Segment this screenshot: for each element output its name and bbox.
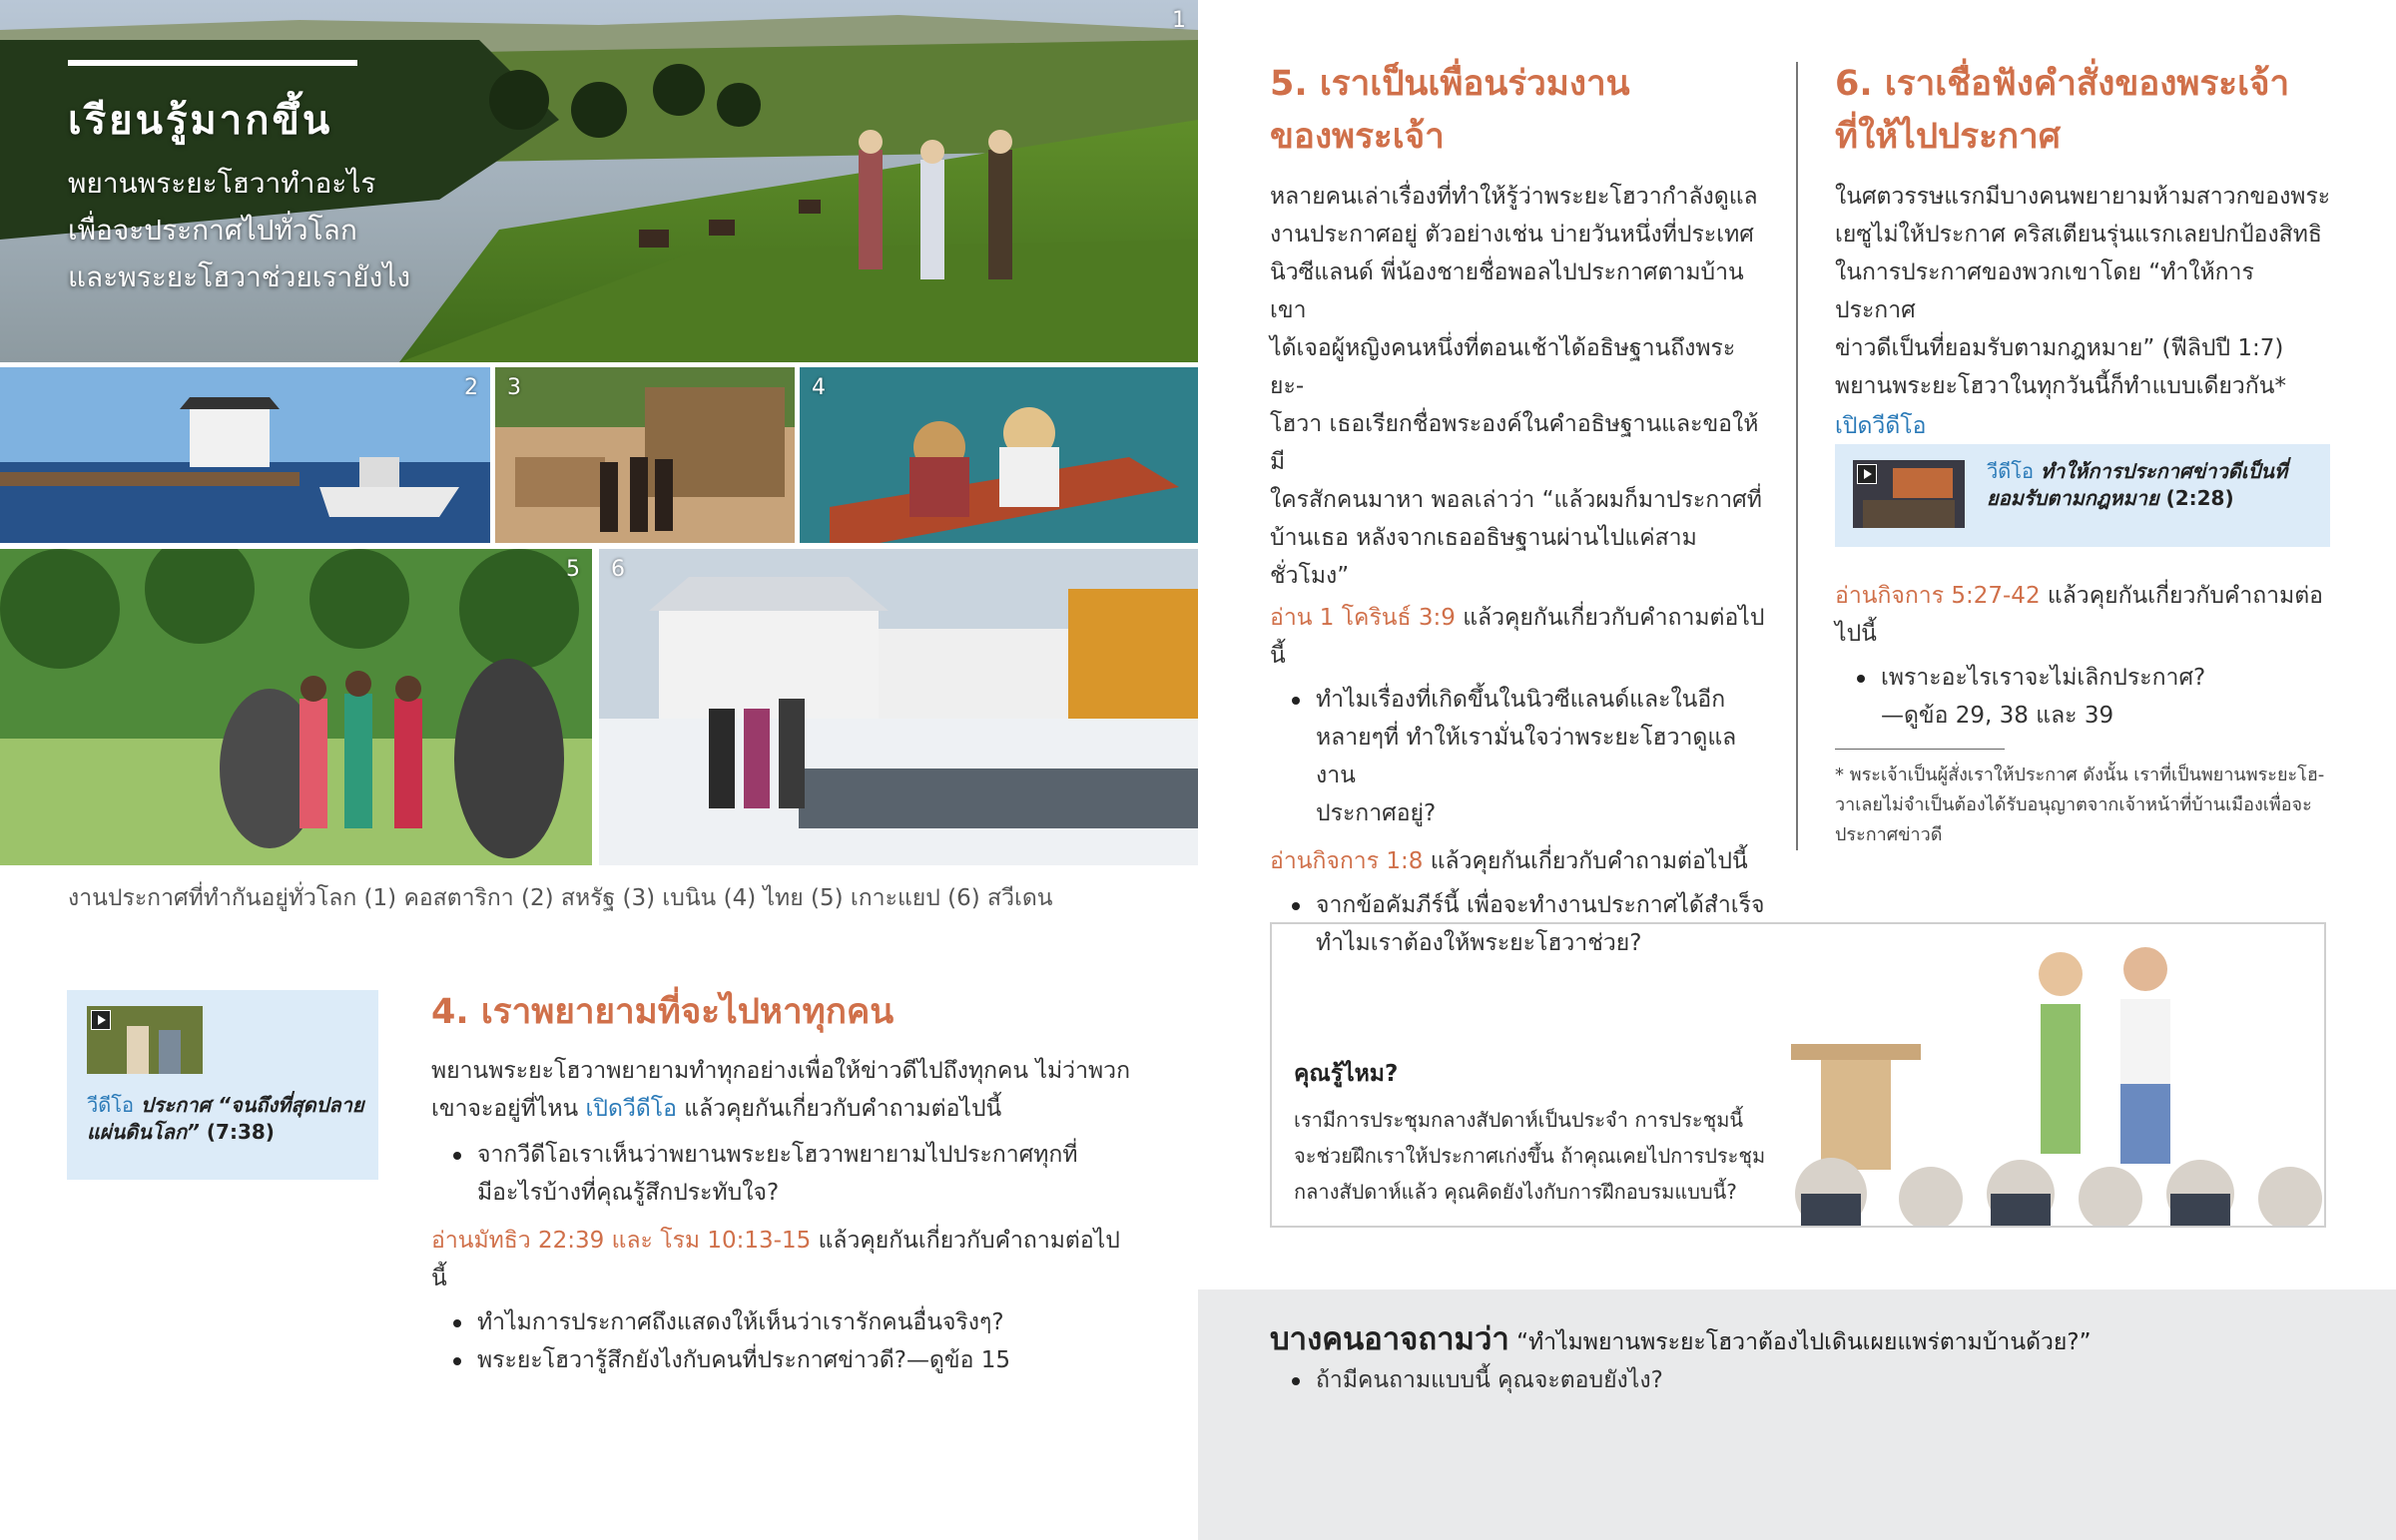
photo-yap	[0, 549, 592, 865]
text-line: มีอะไรบ้างที่คุณรู้สึกประทับใจ?	[477, 1180, 780, 1206]
section5-body	[1270, 178, 1769, 962]
heading-line: ของพระเจ้า	[1270, 117, 1445, 157]
video-title-line	[1987, 458, 2316, 485]
text-line: ทำไมเรื่องที่เกิดขึ้นในนิวซีแลนด์และในอีก	[1316, 687, 1726, 713]
video-box[interactable]	[67, 990, 378, 1180]
photo-caption: งานประกาศที่ทำกันอยู่ทั่วโลก (1) คอสตาริกา (2) สหรัฐ (3) เบนิน (4) ไทย (5) เกาะแยป (6) สวีเดน	[68, 885, 1053, 911]
text-span: เขาจะอยู่ที่ไหน	[431, 1096, 579, 1122]
scripture-link[interactable]: อ่านกิจการ 1:8	[1270, 848, 1424, 874]
photo-number: 4	[812, 375, 826, 400]
hero-rule	[68, 60, 357, 66]
hero-subtitle-line: เพื่อจะประกาศไปทั่วโลก	[68, 214, 357, 247]
heading-line: ที่ให้ไปประกาศ	[1835, 117, 2061, 157]
some-may-ask-label: บางคนอาจถามว่า	[1270, 1321, 1509, 1357]
text-line: ในการประกาศของพวกเขาโดย “ทำให้การประกาศ	[1835, 259, 2254, 323]
scripture-link[interactable]: อ่านมัทธิว 22:39 และ โรม 10:13-15	[431, 1228, 812, 1254]
text-line: กลางสัปดาห์แล้ว คุณคิดยังไงกับการฝึกอบรมแบบนี้?	[1294, 1180, 1737, 1204]
video-thumbnail[interactable]	[1853, 460, 1965, 528]
play-video-link[interactable]: เปิดวีดีโอ	[1835, 413, 1927, 439]
question-list	[1288, 681, 1769, 832]
play-video-link[interactable]: เปิดวีดีโอ	[585, 1096, 677, 1122]
text-line: ไปนี้	[1835, 621, 1877, 647]
footnote-line: วาเลยไม่จำเป็นต้องได้รับอนุญาตจากเจ้าหน้าที่บ้านเมืองเพื่อจะ	[1835, 794, 2312, 815]
text-line: เยซูไม่ให้ประกาศ คริสเตียนรุ่นแรกเลยปกป้องสิทธิ	[1835, 222, 2322, 248]
photo-number: 3	[507, 375, 521, 400]
text-line: จะช่วยฝึกเราให้ประกาศเก่งขึ้น ถ้าคุณเคยไปการประชุม	[1294, 1144, 1766, 1168]
read-line	[1835, 577, 2334, 615]
text-line: หลายคนเล่าเรื่องที่ทำให้รู้ว่าพระยะโฮวากำลังดูแล	[1270, 184, 1758, 210]
some-may-ask-question	[1270, 1313, 2092, 1363]
question-list	[1288, 1361, 1663, 1399]
play-icon[interactable]	[91, 1010, 111, 1030]
text-line: พยานพระยะโฮวาพยายามทำทุกอย่างเพื่อให้ข่าวดีไปถึงทุกคน ไม่ว่าพวก	[431, 1058, 1131, 1084]
footnote-rule	[1835, 749, 2005, 750]
some-may-ask-text: “ทำไมพยานพระยะโฮวาต้องไปเดินเผยแพร่ตามบ้านด้วย?”	[1516, 1329, 2092, 1355]
text-line: ได้เจอผู้หญิงคนหนึ่งที่ตอนเช้าได้อธิษฐานถึงพระยะ-	[1270, 335, 1736, 399]
heading-line: 6. เราเชื่อฟังคำสั่งของพระเจ้า	[1835, 64, 2290, 104]
section6-questions	[1835, 577, 2334, 735]
video-caption[interactable]	[87, 1092, 366, 1146]
text-span: แล้วคุยกันเกี่ยวกับคำถามต่อไปนี้	[1430, 848, 1748, 874]
read-line	[1270, 599, 1769, 675]
video-caption[interactable]	[1987, 458, 2316, 512]
hero-subtitle-line: และพระยะโฮวาช่วยเรายังไง	[68, 260, 411, 293]
text-line: ข่าวดีเป็นที่ยอมรับตามกฎหมาย” (ฟีลิปปี 1:7)	[1835, 335, 2284, 361]
text-line: จากข้อคัมภีร์นี้ เพื่อจะทำงานประกาศได้สำเร็จ	[1316, 892, 1765, 918]
footnote-line: ประกาศข่าวดี	[1835, 824, 1943, 845]
text-line: งานประกาศอยู่ ตัวอย่างเช่น บ่ายวันหนึ่งที่ประเทศ	[1270, 222, 1754, 248]
footnote	[1835, 761, 2334, 850]
text-line: นิวซีแลนด์ พี่น้องชายชื่อพอลไปประกาศตามบ้าน เขา	[1270, 259, 1744, 323]
video-thumbnail[interactable]	[87, 1006, 203, 1074]
text-line: ในศตวรรษแรกมีบางคนพยายามห้ามสาวกของพระ	[1835, 184, 2331, 210]
text-span: แล้วคุยกันเกี่ยวกับคำถามต่อไปนี้	[1270, 605, 1765, 669]
video-label: วีดีโอ	[87, 1093, 134, 1117]
hero-subtitle-line: พยานพระยะโฮวาทำอะไร	[68, 167, 376, 200]
scripture-link[interactable]: อ่านกิจการ 5:27-42	[1835, 583, 2041, 609]
video-box[interactable]	[1835, 444, 2330, 547]
text-line: โฮวา เธอเรียกชื่อพระองค์ในคำอธิษฐานและขอให้มี	[1270, 411, 1759, 475]
list-item: ทำไมการประกาศถึงแสดงให้เห็นว่าเรารักคนอื่นจริงๆ?	[449, 1303, 1130, 1341]
photo-number: 6	[611, 557, 625, 582]
list-item	[1853, 659, 2334, 735]
read-line	[431, 1222, 1130, 1297]
text-line: บ้านเธอ หลังจากเธออธิษฐานผ่านไปแค่สามชั่วโมง”	[1270, 525, 1697, 589]
heading-line: 5. เราเป็นเพื่อนร่วมงาน	[1270, 64, 1630, 104]
did-you-know-box	[1270, 922, 2326, 1228]
section4-body	[431, 1052, 1130, 1379]
video-label: วีดีโอ	[1987, 459, 2034, 483]
text-line: —ดูข้อ 29, 38 และ 39	[1881, 703, 2114, 729]
video-title: ทำให้การประกาศข่าวดีเป็นที่	[2040, 459, 2288, 483]
scripture-link[interactable]: อ่าน 1 โครินธ์ 3:9	[1270, 605, 1456, 631]
video-title: ยอมรับตามกฎหมาย	[1987, 486, 2159, 510]
photo-benin	[495, 367, 795, 543]
video-title: ประกาศ “จนถึงที่สุดปลายแผ่นดินโลก”	[87, 1093, 364, 1144]
text-line: จากวีดีโอเราเห็นว่าพยานพระยะโฮวาพยายามไปประกาศทุกที่	[477, 1142, 1078, 1168]
read-line	[1270, 842, 1769, 880]
text-line: เรามีการประชุมกลางสัปดาห์เป็นประจำ การประชุมนี้	[1294, 1108, 1744, 1132]
photo-usa	[0, 367, 490, 543]
question-list	[449, 1136, 1130, 1212]
text-line: พยานพระยะโฮวาในทุกวันนี้ก็ทำแบบเดียวกัน*	[1835, 373, 2286, 399]
footnote-line: * พระเจ้าเป็นผู้สั่งเราให้ประกาศ ดังนั้น เราที่เป็นพยานพระยะโฮ-	[1835, 765, 2325, 785]
section6-body	[1835, 178, 2334, 445]
section-heading: 4. เราพยายามที่จะไปหาทุกคน	[431, 992, 895, 1032]
list-item: พระยะโฮวารู้สึกยังไงกับคนที่ประกาศข่าวดี?—ดูข้อ 15	[449, 1341, 1130, 1379]
play-icon[interactable]	[1857, 464, 1877, 484]
video-duration: (7:38)	[206, 1120, 275, 1144]
text-span: แล้วคุยกันเกี่ยวกับคำถามต่อไปนี้	[431, 1228, 1120, 1291]
photo-number: 1	[1172, 8, 1186, 33]
question-list	[1853, 659, 2334, 735]
list-item	[449, 1136, 1130, 1212]
text-span: แล้วคุยกันเกี่ยวกับคำถามต่อ	[2047, 583, 2323, 609]
question-list	[449, 1303, 1130, 1379]
video-title-line	[1987, 485, 2316, 512]
photo-sweden	[599, 549, 1198, 865]
list-item	[1288, 681, 1769, 832]
photo-number: 2	[464, 375, 478, 400]
text-line	[431, 1090, 1130, 1128]
hero-title: เรียนรู้มากขึ้น	[68, 98, 333, 144]
column-divider	[1796, 62, 1798, 850]
text-line: เพราะอะไรเราจะไม่เลิกประกาศ?	[1881, 665, 2206, 691]
did-you-know-heading: คุณรู้ไหม?	[1294, 1061, 1399, 1087]
text-line: ประกาศอยู่?	[1316, 800, 1437, 826]
hero-subtitle	[68, 160, 487, 300]
photo-number: 5	[566, 557, 580, 582]
list-item: ถ้ามีคนถามแบบนี้ คุณจะตอบยังไง?	[1288, 1361, 1663, 1399]
video-duration: (2:28)	[2165, 486, 2234, 510]
text-span: แล้วคุยกันเกี่ยวกับคำถามต่อไปนี้	[684, 1096, 1002, 1122]
text-line: หลายๆที่ ทำให้เรามั่นใจว่าพระยะโฮวาดูแลงาน	[1316, 725, 1737, 788]
meeting-illustration	[1791, 924, 2326, 1226]
text-line: ทำไมเราต้องให้พระยะโฮวาช่วย?	[1316, 930, 1642, 956]
section-heading	[1270, 58, 1630, 164]
photo-thailand	[800, 367, 1198, 543]
did-you-know-text	[1294, 1102, 1813, 1210]
text-line: ใครสักคนมาหา พอลเล่าว่า “แล้วผมก็มาประกาศที่	[1270, 487, 1762, 513]
section-heading	[1835, 58, 2289, 164]
